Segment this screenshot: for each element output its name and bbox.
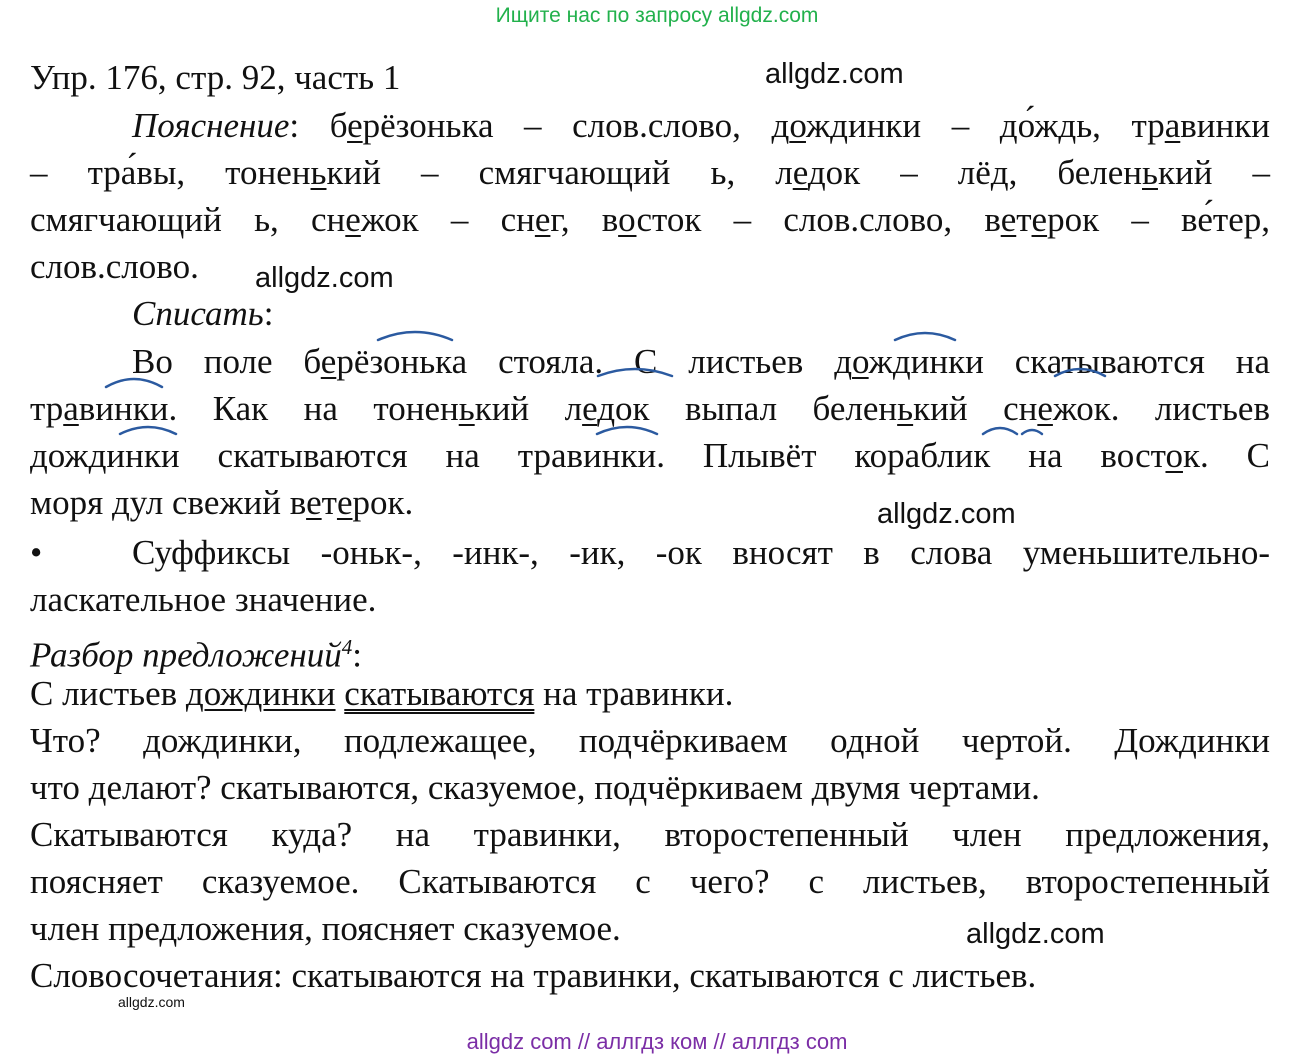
underlined-letter: о [618,200,637,239]
explanation-label: Пояснение [132,106,290,145]
copy-line-4: моря дул свежий ветерок. [30,483,414,522]
underlined-letter: ь [310,153,327,192]
root-arc [597,427,657,434]
root-arc [1055,369,1105,376]
analysis-paragraph-line: Скатываются куда? на травинки, второстепенный член предложения, [30,815,1270,854]
copy-line-3: дождинки скатываются на травинки. Плывёт кораблик на восток. С [30,436,1270,475]
underlined-letter: е [582,389,598,428]
underlined-letter: ь [897,389,914,428]
underlined-letter: е [792,153,808,192]
underlined-letter: а [63,389,79,428]
watermark: allgdz.com [255,262,394,294]
underlined-letter: о [789,106,806,145]
watermark: allgdz.com [877,498,1016,530]
top-banner: Ищите нас по запросу allgdz.com [495,4,819,27]
underlined-letter: е [345,200,361,239]
watermark: allgdz.com [765,58,904,90]
analysis-paragraph-line: член предложения, поясняет сказуемое. [30,909,621,948]
bullet-symbol: • [30,533,43,572]
root-arc [120,427,176,434]
root-arc [598,369,672,376]
copy-line-1: Во поле берёзонька стояла. С листьев дождинки скатываются на [132,342,1270,381]
bullet-line-2: ласкательное значение. [30,580,377,619]
root-arc [378,332,452,340]
analysis-sentence: С листьев дождинки скатываются на травинки. [30,674,734,713]
explanation-line-4: слов.слово. [30,247,199,286]
subject-word: дождинки [185,674,336,713]
underlined-letter: о [1165,436,1183,475]
root-arc [895,333,955,340]
bottom-banner: allgdz com // аллгдз ком // аллгдз com [466,1029,848,1054]
underlined-letter: е [1031,200,1048,239]
analysis-paragraph-line: поясняет сказуемое. Скатываются с чего? с листьев, второстепенный [30,862,1270,901]
underlined-letter: о [852,342,869,381]
root-arc [983,428,1017,434]
root-arc [106,379,162,387]
word-combinations-line: Словосочетания: скатываются на травинки, скатываются с листьев. [30,956,1037,995]
predicate-word: скатываются [344,674,535,713]
copy-label: Списать [132,294,264,333]
analysis-paragraph-line: Что? дождинки, подлежащее, подчёркиваем одной чертой. Дождинки [30,721,1270,760]
bullet-line-1: Суффиксы -оньк-, -инк-, -ик, -ок вносят в слова уменьшительно- [132,533,1270,572]
underlined-letter: е [534,200,551,239]
underlined-letter: е [1037,389,1053,428]
analysis-heading: Разбор предложений$^4$: [30,635,363,675]
exercise-header: Упр. 176, стр. 92, часть 1 [30,58,401,97]
underlined-letter: е [347,106,363,145]
watermark-small: allgdz.com [118,994,185,1010]
underlined-letter: е [1000,200,1017,239]
underlined-letter: е [306,483,322,522]
copy-heading: Списать: [132,294,274,333]
analysis-label: Разбор предложений [30,635,342,675]
footnote-mark: 4 [341,635,353,659]
underlined-letter: а [1164,106,1181,145]
underlined-letter: е [336,483,353,522]
copy-line-2: травинки. Как на тоненький ледок выпал беленький снежок. листьев [30,389,1270,428]
explanation-line-3: смягчающий ь, снежок – снег, восток – слов.слово, ветерок – ве́тер, [30,200,1270,239]
root-arc [1022,430,1042,434]
underlined-letter: е [320,342,337,381]
watermark: allgdz.com [966,918,1105,950]
analysis-paragraph-line: что делают? скатываются, сказуемое, подчёркиваем двумя чертами. [30,768,1040,807]
underlined-letter: ь [458,389,475,428]
underlined-letter: ь [1142,153,1158,192]
explanation-line-1: Пояснение: берёзонька – слов.слово, дождинки – до́ждь, травинки [132,106,1271,145]
explanation-line-2: – тра́вы, тоненький – смягчающий ь, ледок – лёд, беленький – [30,153,1270,192]
